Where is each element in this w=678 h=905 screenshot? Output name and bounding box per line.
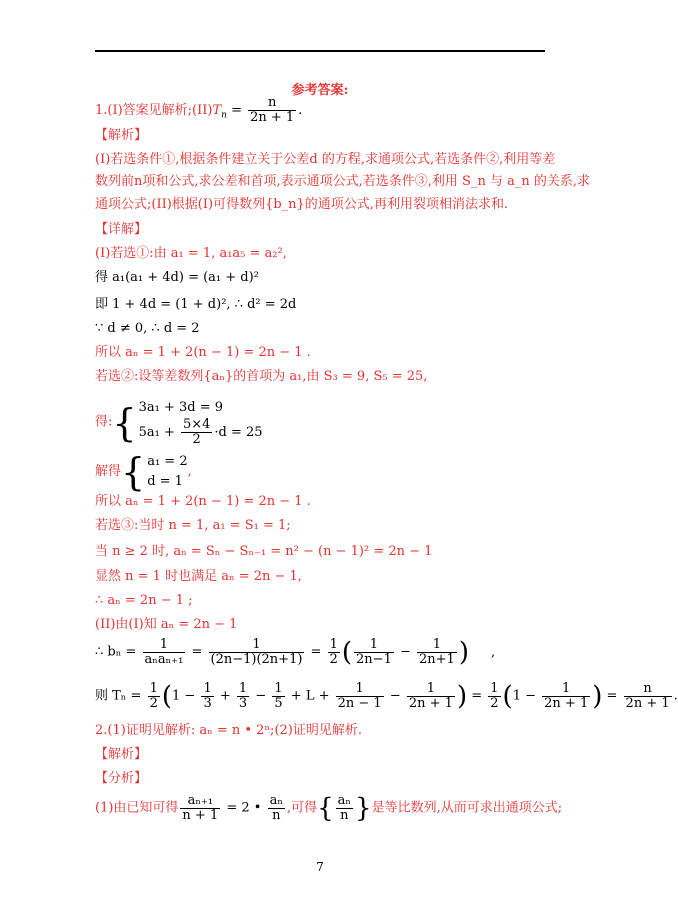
bn-frac-2: $\frac{1}{(2n-1)(2n+1)}$	[210, 637, 303, 667]
q2-label-fenxi: 【分析】	[95, 771, 148, 786]
part2-tn-formula: 则 Tₙ = $\frac{1}{2}$ (1 − $\frac{1}{3}$ + $\frac{1}{3}$ − $\frac{1}{5}$ + L + $\frac{1}{2n - 1}$ − $\frac{1}{2n + 1}$ ) = $\frac{1}{2}$ (1 − $\frac{1}{2n + 1}$ ) = $\frac{n}{2n + 1}$ .	[95, 681, 678, 712]
q1-answer-line: 1.(I)答案见解析$;(II)T_n$ = $\frac{n}{2n + 1}$ .	[95, 95, 303, 125]
case2-de-label: 得:	[95, 414, 113, 430]
header-rule	[95, 50, 545, 52]
case2-solution: 解得{ a₁ = 2 d = 1 ,	[95, 450, 192, 494]
case2-sol-brace: {	[121, 450, 146, 494]
case2-eq: 所以 aₙ = 1 + 2(n − 1) = 2n − 1 .	[95, 494, 311, 509]
q1-tn-sub: n	[221, 110, 227, 121]
case3-eq1: 当 n ≥ 2 时, aₙ = Sₙ − Sₙ₋₁ = n² − (n − 1)² = 2n − 1	[95, 544, 433, 559]
label-jiexi: 【解析】	[95, 128, 148, 143]
q1-tn-symbol: T	[212, 103, 222, 118]
bn-frac-4: $\frac{1}{2n+1}$	[419, 637, 455, 667]
case2-sys-row1: 3a₁ + 3d = 9	[138, 400, 223, 415]
q1-answer-text: 1.(I)答案见解析;(II)	[95, 103, 213, 118]
case2-intro: 若选②:设等差数列{aₙ}的首项为 a₁,由 S₃ = 9, S₅ = 25,	[95, 369, 428, 384]
case1-eq3: ∵ d ≠ 0, ∴ d = 2	[95, 321, 200, 336]
q2-fenxi-line: (1)由已知可得 $\frac{\text{aₙ₊₁}}{n + 1}$ = 2 • $\frac{\text{aₙ}}{n}$ ,可得{ $\frac{\text{aₙ}}{n}$ }是等比数列,从而可求出通项公式;	[95, 793, 563, 824]
case2-sol-row2: d = 1	[147, 474, 183, 489]
q2-answer-line: 2.(1)证明见解析: aₙ = n • 2ⁿ;(2)证明见解析.	[95, 723, 362, 738]
bn-frac-1: $\frac{1}{\text{aₙaₙ₊₁}}$	[144, 637, 184, 667]
case2-brace: {	[112, 400, 137, 445]
jiexi-line-2: 数列前n项和公式,求公差和首项,表示通项公式,若选条件③,利用 S_n 与 a_n 的关系,求	[95, 174, 590, 189]
case3-eq2: 显然 n = 1 时也满足 aₙ = 2n − 1,	[95, 569, 302, 584]
page-number: 7	[316, 860, 324, 874]
case3-eq3: ∴ aₙ = 2n − 1 ;	[95, 593, 193, 608]
case1-eq1: 得 a₁(a₁ + 4d) = (a₁ + d)²	[95, 270, 259, 285]
bn-frac-3: $\frac{1}{2n-1}$	[356, 637, 392, 667]
case1-eq2: 即 1 + 4d = (1 + d)², ∴ d² = 2d	[95, 297, 297, 312]
case2-jiede-label: 解得	[95, 464, 122, 479]
q1-tn-eq: =	[226, 103, 247, 118]
case2-system-rows	[139, 398, 263, 447]
q1-tn-fraction: $\frac{n}{2n + 1}$	[250, 95, 295, 125]
jiexi-line-1: (I)若选条件①,根据条件建立关于公差d 的方程,求通项公式,若选条件②,利用等差	[95, 152, 556, 167]
case3-intro: 若选③:当时 n = 1, a₁ = S₁ = 1;	[95, 518, 291, 533]
case1-intro: (I)若选①:由 a₁ = 1, a₁a₅ = a₂²,	[95, 246, 287, 261]
case2-system	[95, 398, 263, 447]
part2-intro: (II)由(I)知 aₙ = 2n − 1	[95, 617, 238, 632]
case2-sys-row2: 5a₁ + $\frac{5\times 4}{2}$ ·d = 25	[138, 417, 263, 447]
case2-solution-rows	[147, 452, 187, 492]
jiexi-line-3: 通项公式;(II)根据(I)可得数列{b_n}的通项公式,再利用裂项相消法求和.	[95, 197, 509, 212]
bn-half: $\frac{1}{2}$	[329, 637, 338, 667]
q2-label-jiexi: 【解析】	[95, 747, 148, 762]
part2-bn-formula: ∴ bₙ = $\frac{1}{\text{aₙaₙ₊₁}}$ = $\frac{1}{(2n-1)(2n+1)}$ = $\frac{1}{2}$ ( $\frac{1}{2n-1}$ − $\frac{1}{2n+1}$ ) ,	[95, 637, 496, 668]
label-xiangjie: 【详解】	[95, 222, 148, 237]
case2-sol-row1: a₁ = 2	[147, 454, 188, 469]
section-title: 参考答案:	[291, 83, 349, 98]
case1-eq4: 所以 aₙ = 1 + 2(n − 1) = 2n − 1 .	[95, 345, 311, 360]
